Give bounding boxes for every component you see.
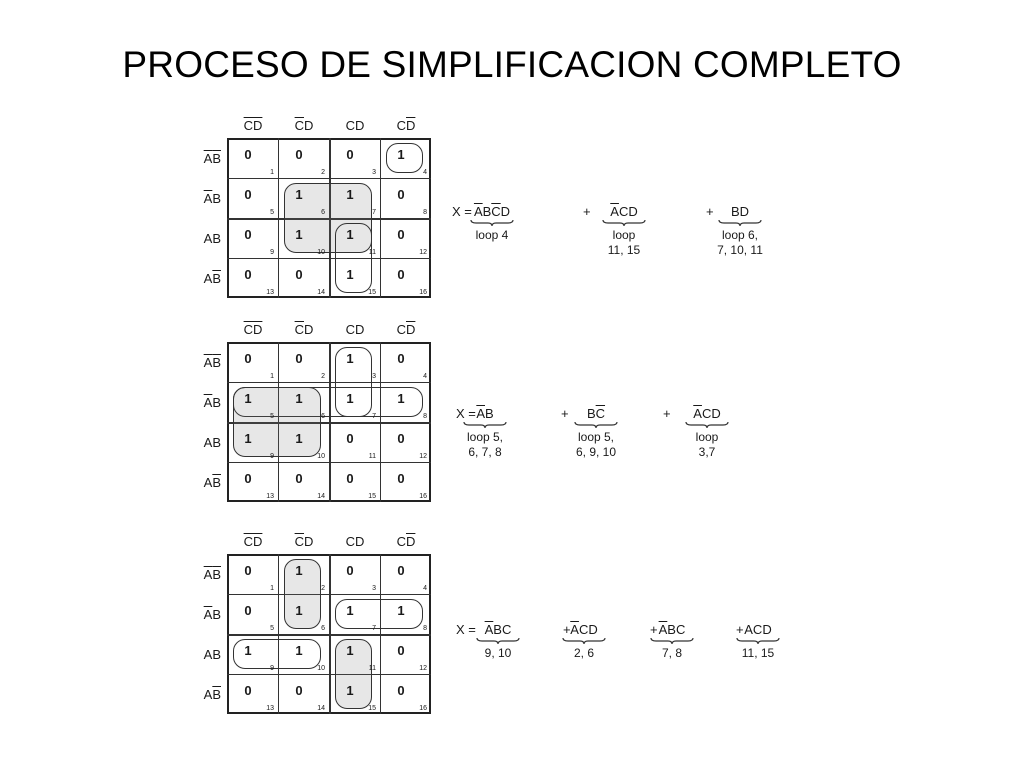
cell-value: 0: [397, 643, 405, 658]
kmap-cell: [380, 554, 431, 594]
cell-index: 5: [270, 209, 274, 216]
equation-term: [534, 622, 634, 661]
kmap-cell: [278, 674, 329, 714]
brace-icon: [562, 637, 606, 645]
cell-value: 1: [346, 391, 354, 406]
brace-icon: [650, 637, 694, 645]
page-title: PROCESO DE SIMPLIFICACION COMPLETO: [122, 44, 902, 85]
cell-index: 7: [372, 209, 376, 216]
plus-sign: +: [706, 204, 714, 219]
cell-value: 0: [244, 603, 252, 618]
cell-value: 0: [244, 563, 252, 578]
term-note: loop 6, 7, 10, 11: [717, 228, 763, 257]
equation-term: [708, 622, 808, 661]
brace-icon: [685, 421, 729, 429]
column-header: $\overline{C}\overline{D}$: [243, 322, 263, 337]
kmap-cell: [227, 594, 278, 634]
kmap-cell: [278, 422, 329, 462]
cell-index: 13: [266, 493, 274, 500]
brace-icon: [574, 421, 618, 429]
cell-value: 0: [295, 471, 303, 486]
kmap-cell: [329, 462, 380, 502]
cell-index: 13: [266, 705, 274, 712]
kmap-cell: [329, 674, 380, 714]
cell-index: 2: [321, 169, 325, 176]
kmap-cell: [329, 138, 380, 178]
cell-value: 1: [346, 227, 354, 242]
term-expression: $\overline{A}CD$: [570, 622, 598, 637]
term-expression: $\overline{A}B$: [476, 406, 494, 421]
cell-value: 1: [346, 267, 354, 282]
kmap-cell: [329, 382, 380, 422]
cell-index: 4: [423, 169, 427, 176]
brace-icon: [470, 219, 514, 227]
cell-value: 1: [346, 351, 354, 366]
kmap-cell: [278, 634, 329, 674]
kmap-cell: [278, 218, 329, 258]
kmap-cell: [227, 382, 278, 422]
plus-sign: +: [563, 622, 571, 637]
kmap-cell: [278, 594, 329, 634]
cell-index: 7: [372, 413, 376, 420]
kmap-cell: [278, 382, 329, 422]
kmap-cell: [380, 382, 431, 422]
brace-icon: [736, 637, 780, 645]
equation-lhs: X =: [456, 406, 476, 421]
term-note: loop 5, 6, 9, 10: [575, 430, 617, 459]
column-header: $C\overline{D}$: [396, 118, 416, 133]
cell-index: 10: [317, 665, 325, 672]
kmap-cell: [329, 594, 380, 634]
kmap-cell: [329, 258, 380, 298]
cell-index: 13: [266, 289, 274, 296]
kmap-cell: [380, 594, 431, 634]
cell-index: 3: [372, 169, 376, 176]
kmap-cell: [278, 138, 329, 178]
term-note: loop 4: [475, 228, 509, 242]
cell-value: 0: [244, 147, 252, 162]
cell-value: 1: [244, 391, 252, 406]
cell-value: 1: [244, 431, 252, 446]
cell-index: 4: [423, 585, 427, 592]
brace-icon: [718, 219, 762, 227]
cell-index: 9: [270, 453, 274, 460]
row-header: $\overline{A}\overline{B}$: [203, 151, 221, 166]
cell-value: 0: [295, 147, 303, 162]
kmap-cell: [380, 674, 431, 714]
cell-index: 11: [368, 453, 376, 460]
kmap-cell: [227, 342, 278, 382]
row-header: $\overline{A}B$: [203, 607, 221, 622]
equation-term: [622, 622, 722, 661]
cell-index: 14: [317, 289, 325, 296]
row-header: AB: [203, 231, 221, 246]
cell-index: 2: [321, 585, 325, 592]
cell-index: 5: [270, 625, 274, 632]
term-note: 11, 15: [741, 646, 775, 660]
cell-value: 0: [346, 431, 354, 446]
column-header: $\overline{C}D$: [294, 322, 314, 337]
cell-index: 4: [423, 373, 427, 380]
kmap-cell: [380, 218, 431, 258]
row-header: AB: [203, 435, 221, 450]
column-header: CD: [345, 534, 365, 549]
cell-value: 0: [397, 267, 405, 282]
kmap-cell: [227, 422, 278, 462]
kmap-cell: [278, 342, 329, 382]
cell-value: 0: [397, 227, 405, 242]
cell-value: 0: [397, 187, 405, 202]
equation-term: [435, 406, 535, 460]
kmap-cell: [380, 634, 431, 674]
equation-lhs: X =: [452, 204, 472, 219]
kmap-cell: [227, 554, 278, 594]
column-header: $\overline{C}D$: [294, 534, 314, 549]
cell-value: 1: [295, 431, 303, 446]
cell-value: 0: [397, 351, 405, 366]
term-expression: $\overline{A}BC$: [484, 622, 512, 637]
kmap-cell: [329, 554, 380, 594]
term-note: loop 5, 6, 7, 8: [466, 430, 504, 459]
kmap-cell: [278, 554, 329, 594]
plus-sign: +: [663, 406, 671, 421]
brace-icon: [463, 421, 507, 429]
plus-sign: +: [650, 622, 658, 637]
row-header: $\overline{A}\overline{B}$: [203, 355, 221, 370]
cell-value: 1: [295, 603, 303, 618]
cell-index: 16: [419, 493, 427, 500]
equation-term: [690, 204, 790, 258]
equation-term: [448, 622, 548, 661]
kmap-cell: [329, 422, 380, 462]
cell-index: 12: [419, 665, 427, 672]
cell-value: 1: [346, 683, 354, 698]
cell-index: 14: [317, 493, 325, 500]
cell-index: 1: [270, 585, 274, 592]
term-expression: $\overline{A}CD$: [610, 204, 638, 219]
row-header: $A\overline{B}$: [203, 475, 221, 490]
plus-sign: +: [561, 406, 569, 421]
equation-term: [442, 204, 542, 243]
cell-index: 6: [321, 209, 325, 216]
cell-value: 0: [295, 267, 303, 282]
kmap-cell: [227, 138, 278, 178]
cell-value: 0: [346, 471, 354, 486]
term-expression: $\overline{A}B\overline{C}D$: [473, 204, 511, 219]
equation-term: [657, 406, 757, 460]
cell-value: 0: [244, 227, 252, 242]
cell-index: 6: [321, 625, 325, 632]
column-header: $\overline{C}\overline{D}$: [243, 118, 263, 133]
cell-index: 8: [423, 209, 427, 216]
cell-value: 0: [244, 187, 252, 202]
kmap-cell: [278, 178, 329, 218]
term-expression: $B\overline{C}$: [586, 406, 606, 421]
kmap-cell: [227, 674, 278, 714]
kmap-cell: [380, 138, 431, 178]
cell-index: 7: [372, 625, 376, 632]
row-header: $A\overline{B}$: [203, 271, 221, 286]
kmap-cell: [380, 178, 431, 218]
kmap-cell: [227, 178, 278, 218]
kmap-cell: [227, 634, 278, 674]
cell-value: 0: [244, 267, 252, 282]
term-note: 2, 6: [573, 646, 594, 660]
cell-index: 2: [321, 373, 325, 380]
kmap-cell: [278, 462, 329, 502]
plus-sign: +: [583, 204, 591, 219]
kmap-cell: [227, 258, 278, 298]
kmap-cell: [227, 462, 278, 502]
kmap-cell: [329, 634, 380, 674]
cell-value: 1: [397, 603, 405, 618]
cell-index: 10: [317, 249, 325, 256]
term-expression: BD: [730, 204, 750, 219]
term-note: loop 3,7: [695, 430, 719, 459]
cell-value: 1: [295, 391, 303, 406]
kmap-cell: [329, 342, 380, 382]
term-note: 7, 8: [661, 646, 682, 660]
cell-value: 0: [397, 563, 405, 578]
kmap-cell: [227, 218, 278, 258]
cell-index: 14: [317, 705, 325, 712]
row-header: $\overline{A}B$: [203, 191, 221, 206]
plus-sign: +: [736, 622, 744, 637]
column-header: $\overline{C}D$: [294, 118, 314, 133]
cell-index: 16: [419, 705, 427, 712]
cell-value: 1: [295, 227, 303, 242]
cell-index: 11: [368, 665, 376, 672]
cell-index: 9: [270, 249, 274, 256]
kmap-cell: [329, 218, 380, 258]
term-expression: $\overline{A}BC$: [658, 622, 686, 637]
cell-index: 3: [372, 585, 376, 592]
cell-index: 12: [419, 249, 427, 256]
cell-value: 0: [346, 563, 354, 578]
term-expression: ACD: [744, 622, 772, 637]
row-header: $A\overline{B}$: [203, 687, 221, 702]
cell-index: 3: [372, 373, 376, 380]
cell-value: 0: [244, 351, 252, 366]
cell-index: 1: [270, 169, 274, 176]
cell-value: 1: [346, 187, 354, 202]
cell-value: 0: [244, 683, 252, 698]
kmap-cell: [278, 258, 329, 298]
term-note: loop 11, 15: [607, 228, 641, 257]
cell-value: 1: [397, 391, 405, 406]
row-header: $\overline{A}B$: [203, 395, 221, 410]
cell-value: 0: [244, 471, 252, 486]
cell-index: 16: [419, 289, 427, 296]
equation-lhs: X =: [456, 622, 476, 637]
cell-value: 1: [244, 643, 252, 658]
cell-index: 1: [270, 373, 274, 380]
cell-value: 1: [346, 603, 354, 618]
kmap-cell: [380, 422, 431, 462]
kmap-cell: [380, 342, 431, 382]
term-note: 9, 10: [484, 646, 512, 660]
brace-icon: [476, 637, 520, 645]
cell-value: 0: [397, 431, 405, 446]
cell-index: 11: [368, 249, 376, 256]
cell-value: 1: [295, 187, 303, 202]
cell-index: 8: [423, 625, 427, 632]
row-header: AB: [203, 647, 221, 662]
cell-value: 0: [397, 471, 405, 486]
cell-index: 15: [368, 289, 376, 296]
cell-value: 1: [346, 643, 354, 658]
cell-index: 6: [321, 413, 325, 420]
cell-value: 0: [295, 351, 303, 366]
cell-index: 12: [419, 453, 427, 460]
column-header: $C\overline{D}$: [396, 534, 416, 549]
cell-value: 1: [397, 147, 405, 162]
brace-icon: [602, 219, 646, 227]
kmap-cell: [380, 258, 431, 298]
cell-value: 0: [397, 683, 405, 698]
cell-index: 8: [423, 413, 427, 420]
kmap-cell: [380, 462, 431, 502]
cell-index: 10: [317, 453, 325, 460]
kmap-cell: [329, 178, 380, 218]
column-header: CD: [345, 322, 365, 337]
cell-index: 5: [270, 413, 274, 420]
column-header: CD: [345, 118, 365, 133]
cell-value: 1: [295, 563, 303, 578]
cell-value: 1: [295, 643, 303, 658]
cell-index: 9: [270, 665, 274, 672]
cell-value: 0: [346, 147, 354, 162]
cell-index: 15: [368, 493, 376, 500]
cell-value: 0: [295, 683, 303, 698]
term-expression: $\overline{A}CD$: [693, 406, 721, 421]
cell-index: 15: [368, 705, 376, 712]
row-header: $\overline{A}\overline{B}$: [203, 567, 221, 582]
column-header: $C\overline{D}$: [396, 322, 416, 337]
column-header: $\overline{C}\overline{D}$: [243, 534, 263, 549]
